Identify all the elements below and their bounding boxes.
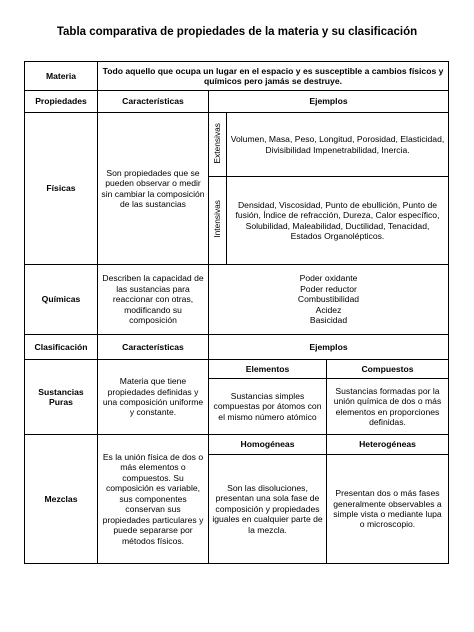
fisicas-description: Son propiedades que se pueden observar o medir sin cambiar la composición de las sustancias [98,113,209,265]
header-caracteristicas: Características [98,91,209,113]
header-row-properties [25,91,449,113]
intensivas-label: Intensivas [212,200,223,239]
comparison-table [24,61,449,564]
elementos-text: Sustancias simples compuestas por átomos con el mismo número atómico [209,379,327,435]
sustancias-puras-subheader-row [25,360,449,379]
header-ejemplos-2: Ejemplos [209,335,449,360]
extensivas-label: Extensivas [212,123,223,164]
heterogeneas-header: Heterogéneas [327,435,449,455]
elementos-header: Elementos [209,360,327,379]
header-caracteristicas-2: Características [98,335,209,360]
header-row-classification [25,335,449,360]
quimicas-label: Químicas [25,265,98,335]
homogeneas-text: Son las disoluciones, presentan una sola fase de composición y propiedades iguales en cualquier parte de la mezcla. [209,455,327,564]
mezclas-description: Es la unión física de dos o más elementos o compuestos. Su composición es variable, sus componentes conservan sus propiedades particulares y puede separarse por métodos físicos. [98,435,209,564]
header-propiedades: Propiedades [25,91,98,113]
homogeneas-header: Homogéneas [209,435,327,455]
intensivas-label-cell [209,177,227,265]
materia-label: Materia [25,62,98,91]
header-ejemplos: Ejemplos [209,91,449,113]
mezclas-subheader-row [25,435,449,455]
fisicas-extensivas-row [25,113,449,177]
mezclas-label: Mezclas [25,435,98,564]
fisicas-label: Físicas [25,113,98,265]
extensivas-label-cell [209,113,227,177]
sustancias-puras-label: Sustancias Puras [25,360,98,435]
compuestos-header: Compuestos [327,360,449,379]
quimicas-row [25,265,449,335]
header-clasificacion: Clasificación [25,335,98,360]
page-title: Tabla comparativa de propiedades de la materia y su clasificación [56,26,418,38]
quimicas-description: Describen la capacidad de las sustancias para reaccionar con otras, modificando su composición [98,265,209,335]
compuestos-text: Sustancias formadas por la unión química de dos o más elementos en proporciones definidas. [327,379,449,435]
materia-definition: Todo aquello que ocupa un lugar en el espacio y es susceptible a cambios físicos y químicos pero jamás se destruye. [98,62,449,91]
heterogeneas-text: Presentan dos o más fases generalmente observables a simple vista o mediante lupa o microscopio. [327,455,449,564]
intensivas-examples: Densidad, Viscosidad, Punto de ebullición, Punto de fusión, Índice de refracción, Dureza, Calor específico, Solubilidad, Maleabilidad, Ductilidad, Tenacidad, Estados Organolépticos. [227,177,449,265]
quimicas-examples: Poder oxidante Poder reductor Combustibilidad Acidez Basicidad [209,265,449,335]
extensivas-examples: Volumen, Masa, Peso, Longitud, Porosidad, Elasticidad, Divisibilidad Impenetrabilidad, Inercia. [227,113,449,177]
materia-row [25,62,449,91]
sustancias-puras-description: Materia que tiene propiedades definidas y una composición uniforme y constante. [98,360,209,435]
